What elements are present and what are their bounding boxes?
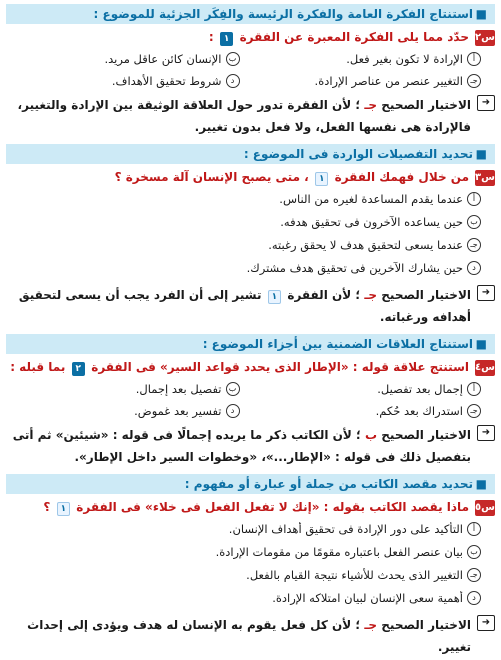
question-badge: س٥	[475, 500, 495, 516]
option-d[interactable]: د تفسير بعد غموض.	[6, 404, 240, 418]
options-list	[6, 522, 495, 605]
option-c[interactable]: جـ التغيير الذى يحدث للأشياء نتيجة القيام بالفعل.	[6, 568, 481, 582]
paragraph-number: ١	[268, 290, 282, 304]
option-b[interactable]: ب حين يساعده الآخرون فى تحقيق هدفه.	[6, 215, 481, 229]
option-b[interactable]: ب الإنسان كائن عاقل مريد.	[6, 52, 240, 66]
option-a[interactable]: أ التأكيد على دور الإرادة فى تحقيق أهداف الإنسان.	[6, 522, 481, 536]
option-d[interactable]: د شروط تحقيق الأهداف.	[6, 74, 240, 88]
question-4	[6, 360, 495, 376]
option-c[interactable]: جـ التغيير عنصر من عناصر الإرادة.	[248, 74, 482, 88]
question-badge: س٤	[475, 360, 495, 376]
section-bullet-icon: ■	[475, 477, 487, 491]
option-d[interactable]: د حين يشارك الآخرين فى تحقيق هدف مشترك.	[6, 261, 481, 275]
option-d[interactable]: د أهمية سعى الإنسان لبيان امتلاكه الإرادة.	[6, 591, 481, 605]
question-text: من خلال فهمك الفقرة ١ ، متى يصبح الإنسان آلة مسخرة ؟	[114, 170, 469, 184]
question-text: ماذا يقصد الكاتب بقوله : «إنك لا تفعل الفعل فى خلاء» فى الفقرة ١ ؟	[43, 500, 469, 514]
question-3	[6, 170, 495, 186]
option-a[interactable]: أ عندما يقدم المساعدة لغيره من الناس.	[6, 192, 481, 206]
paragraph-number: ١	[220, 32, 234, 46]
paragraph-number: ١	[315, 172, 329, 186]
option-b[interactable]: ب بيان عنصر الفعل باعتباره مقومًا من مقومات الإرادة.	[6, 545, 481, 559]
section-title-1	[6, 4, 495, 24]
question-2	[6, 30, 495, 46]
question-badge: س٢	[475, 30, 495, 46]
section-bullet-icon: ■	[475, 337, 487, 351]
answer-arrow-icon: ➜	[477, 285, 495, 301]
question-5	[6, 500, 495, 516]
section-title-3: ■ استنتاج العلاقات الضمنية بين أجزاء الموضوع :	[6, 334, 495, 354]
section-title-text: استنتاج الفكرة العامة والفكرة الرئيسة والفِكَر الجزئية للموضوع :	[93, 7, 473, 21]
question-text: حدّد مما يلى الفكرة المعبرة عن الفقرة ١ :	[208, 30, 469, 44]
options-grid	[6, 52, 495, 88]
option-a[interactable]: أ الإرادة لا تكون بغير فعل.	[248, 52, 482, 66]
option-c[interactable]: جـ استدراك بعد حُكم.	[248, 404, 482, 418]
answer-arrow-icon: ➜	[477, 425, 495, 441]
answer-arrow-icon: ➜	[477, 95, 495, 111]
answer-5: ➜ الاختيار الصحيح جـ ؛ لأن كل فعل يقوم به الإنسان له هدف ويؤدى إلى إحداث تغيير.	[6, 614, 495, 658]
section-bullet-icon: ■	[475, 147, 487, 161]
answer-2: ➜ الاختيار الصحيح جـ ؛ لأن الفقرة تدور حول العلاقة الوثيقة بين الإرادة والتغيير، فالإرادة هى نفسها الفعل، ولا فعل بدون تغيير.	[6, 94, 495, 138]
answer-3: ➜ الاختيار الصحيح جـ ؛ لأن الفقرة ١ تشير إلى أن الفرد يجب أن يسعى لتحقيق أهدافه ورغباته.	[6, 284, 495, 328]
question-text: استنتج علاقة قوله : «الإطار الذى يحدد قواعد السير» فى الفقرة ٢ بما قبله :	[10, 360, 469, 374]
paragraph-number: ٢	[72, 362, 86, 376]
options-list	[6, 192, 495, 275]
option-c[interactable]: جـ عندما يسعى لتحقيق هدف لا يحقق رغبته.	[6, 238, 481, 252]
option-b[interactable]: ب تفصيل بعد إجمال.	[6, 382, 240, 396]
section-bullet-icon: ■	[475, 7, 487, 21]
options-grid	[6, 382, 495, 418]
option-a[interactable]: أ إجمال بعد تفصيل.	[248, 382, 482, 396]
paragraph-number: ١	[57, 502, 71, 516]
section-title-4: ■ تحديد مقصد الكاتب من جملة أو عبارة أو مفهوم :	[6, 474, 495, 494]
answer-arrow-icon: ➜	[477, 615, 495, 631]
question-badge: س٣	[475, 170, 495, 186]
answer-4: ➜ الاختيار الصحيح ب ؛ لأن الكاتب ذكر ما يريده إجمالًا فى قوله : «شيئين» ثم أتى بتفصيل ذلك فى قوله : «الإطار...»، «وخطوات السير داخل الإطار».	[6, 424, 495, 468]
section-title-2: ■ تحديد التفصيلات الواردة فى الموضوع :	[6, 144, 495, 164]
